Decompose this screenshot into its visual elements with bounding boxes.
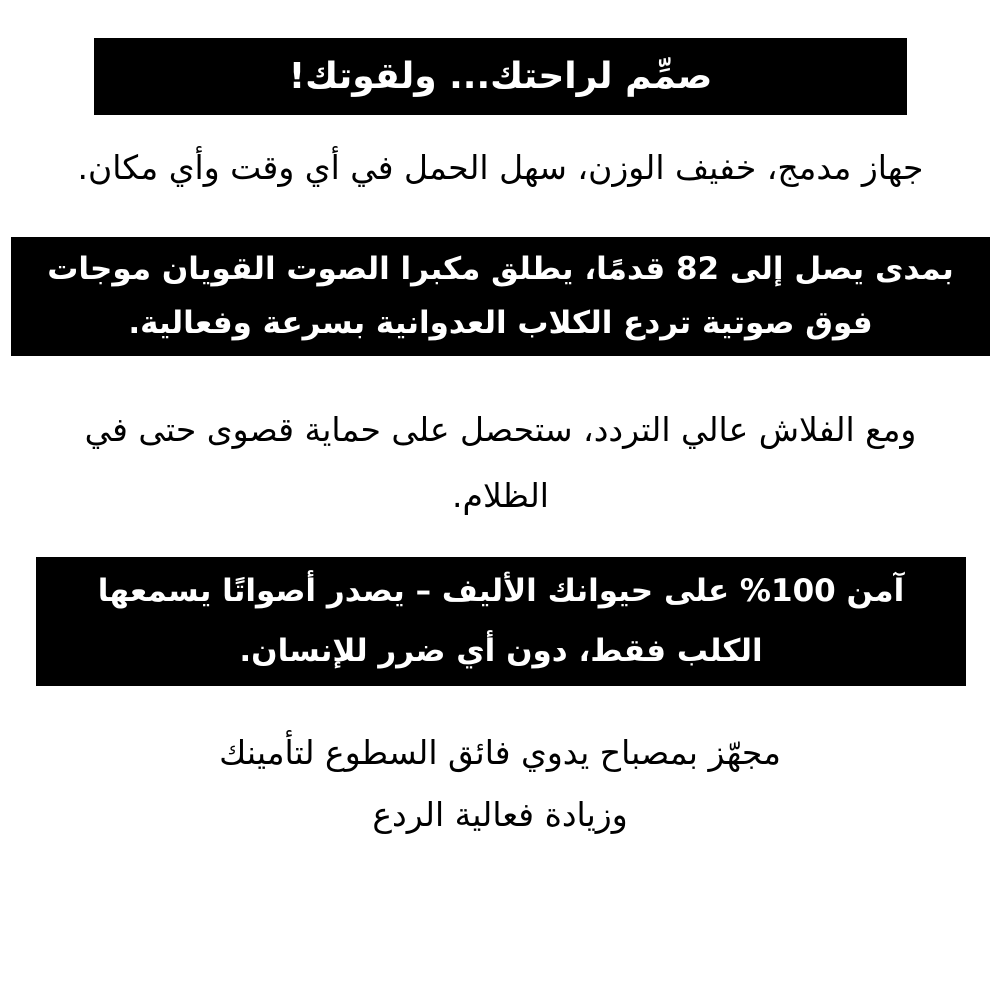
paragraph-flash [20,397,981,527]
paragraph-flash-line-1: ومع الفلاش عالي التردد، ستحصل على حماية قصوى حتى في [84,410,917,449]
highlight-range-banner [11,237,990,356]
paragraph-flash-line-2: الظلام. [452,476,549,515]
paragraph-flashlight-line-2: وزيادة فعالية الردع [372,795,628,834]
highlight-safety-line-1: آمن 100% على حيوانك الأليف – يصدر أصواتًا يسمعها [97,573,905,609]
highlight-safety-line-2: الكلب فقط، دون أي ضرر للإنسان. [239,633,763,669]
paragraph-flashlight-line-1: مجهّز بمصباح يدوي فائق السطوع لتأمينك [219,733,781,772]
title-banner [94,38,907,115]
paragraph-portability [20,140,981,196]
highlight-safety-banner [36,557,966,686]
highlight-range-line-2: فوق صوتية تردع الكلاب العدوانية بسرعة وفعالية. [128,305,873,341]
paragraph-portability-text: جهاز مدمج، خفيف الوزن، سهل الحمل في أي وقت وأي مكان. [77,148,924,187]
paragraph-flashlight [150,722,850,852]
page-title: صمِّم لراحتك... ولقوتك! [288,56,713,97]
highlight-range-line-1: بمدى يصل إلى 82 قدمًا، يطلق مكبرا الصوت القويان موجات [47,251,954,287]
